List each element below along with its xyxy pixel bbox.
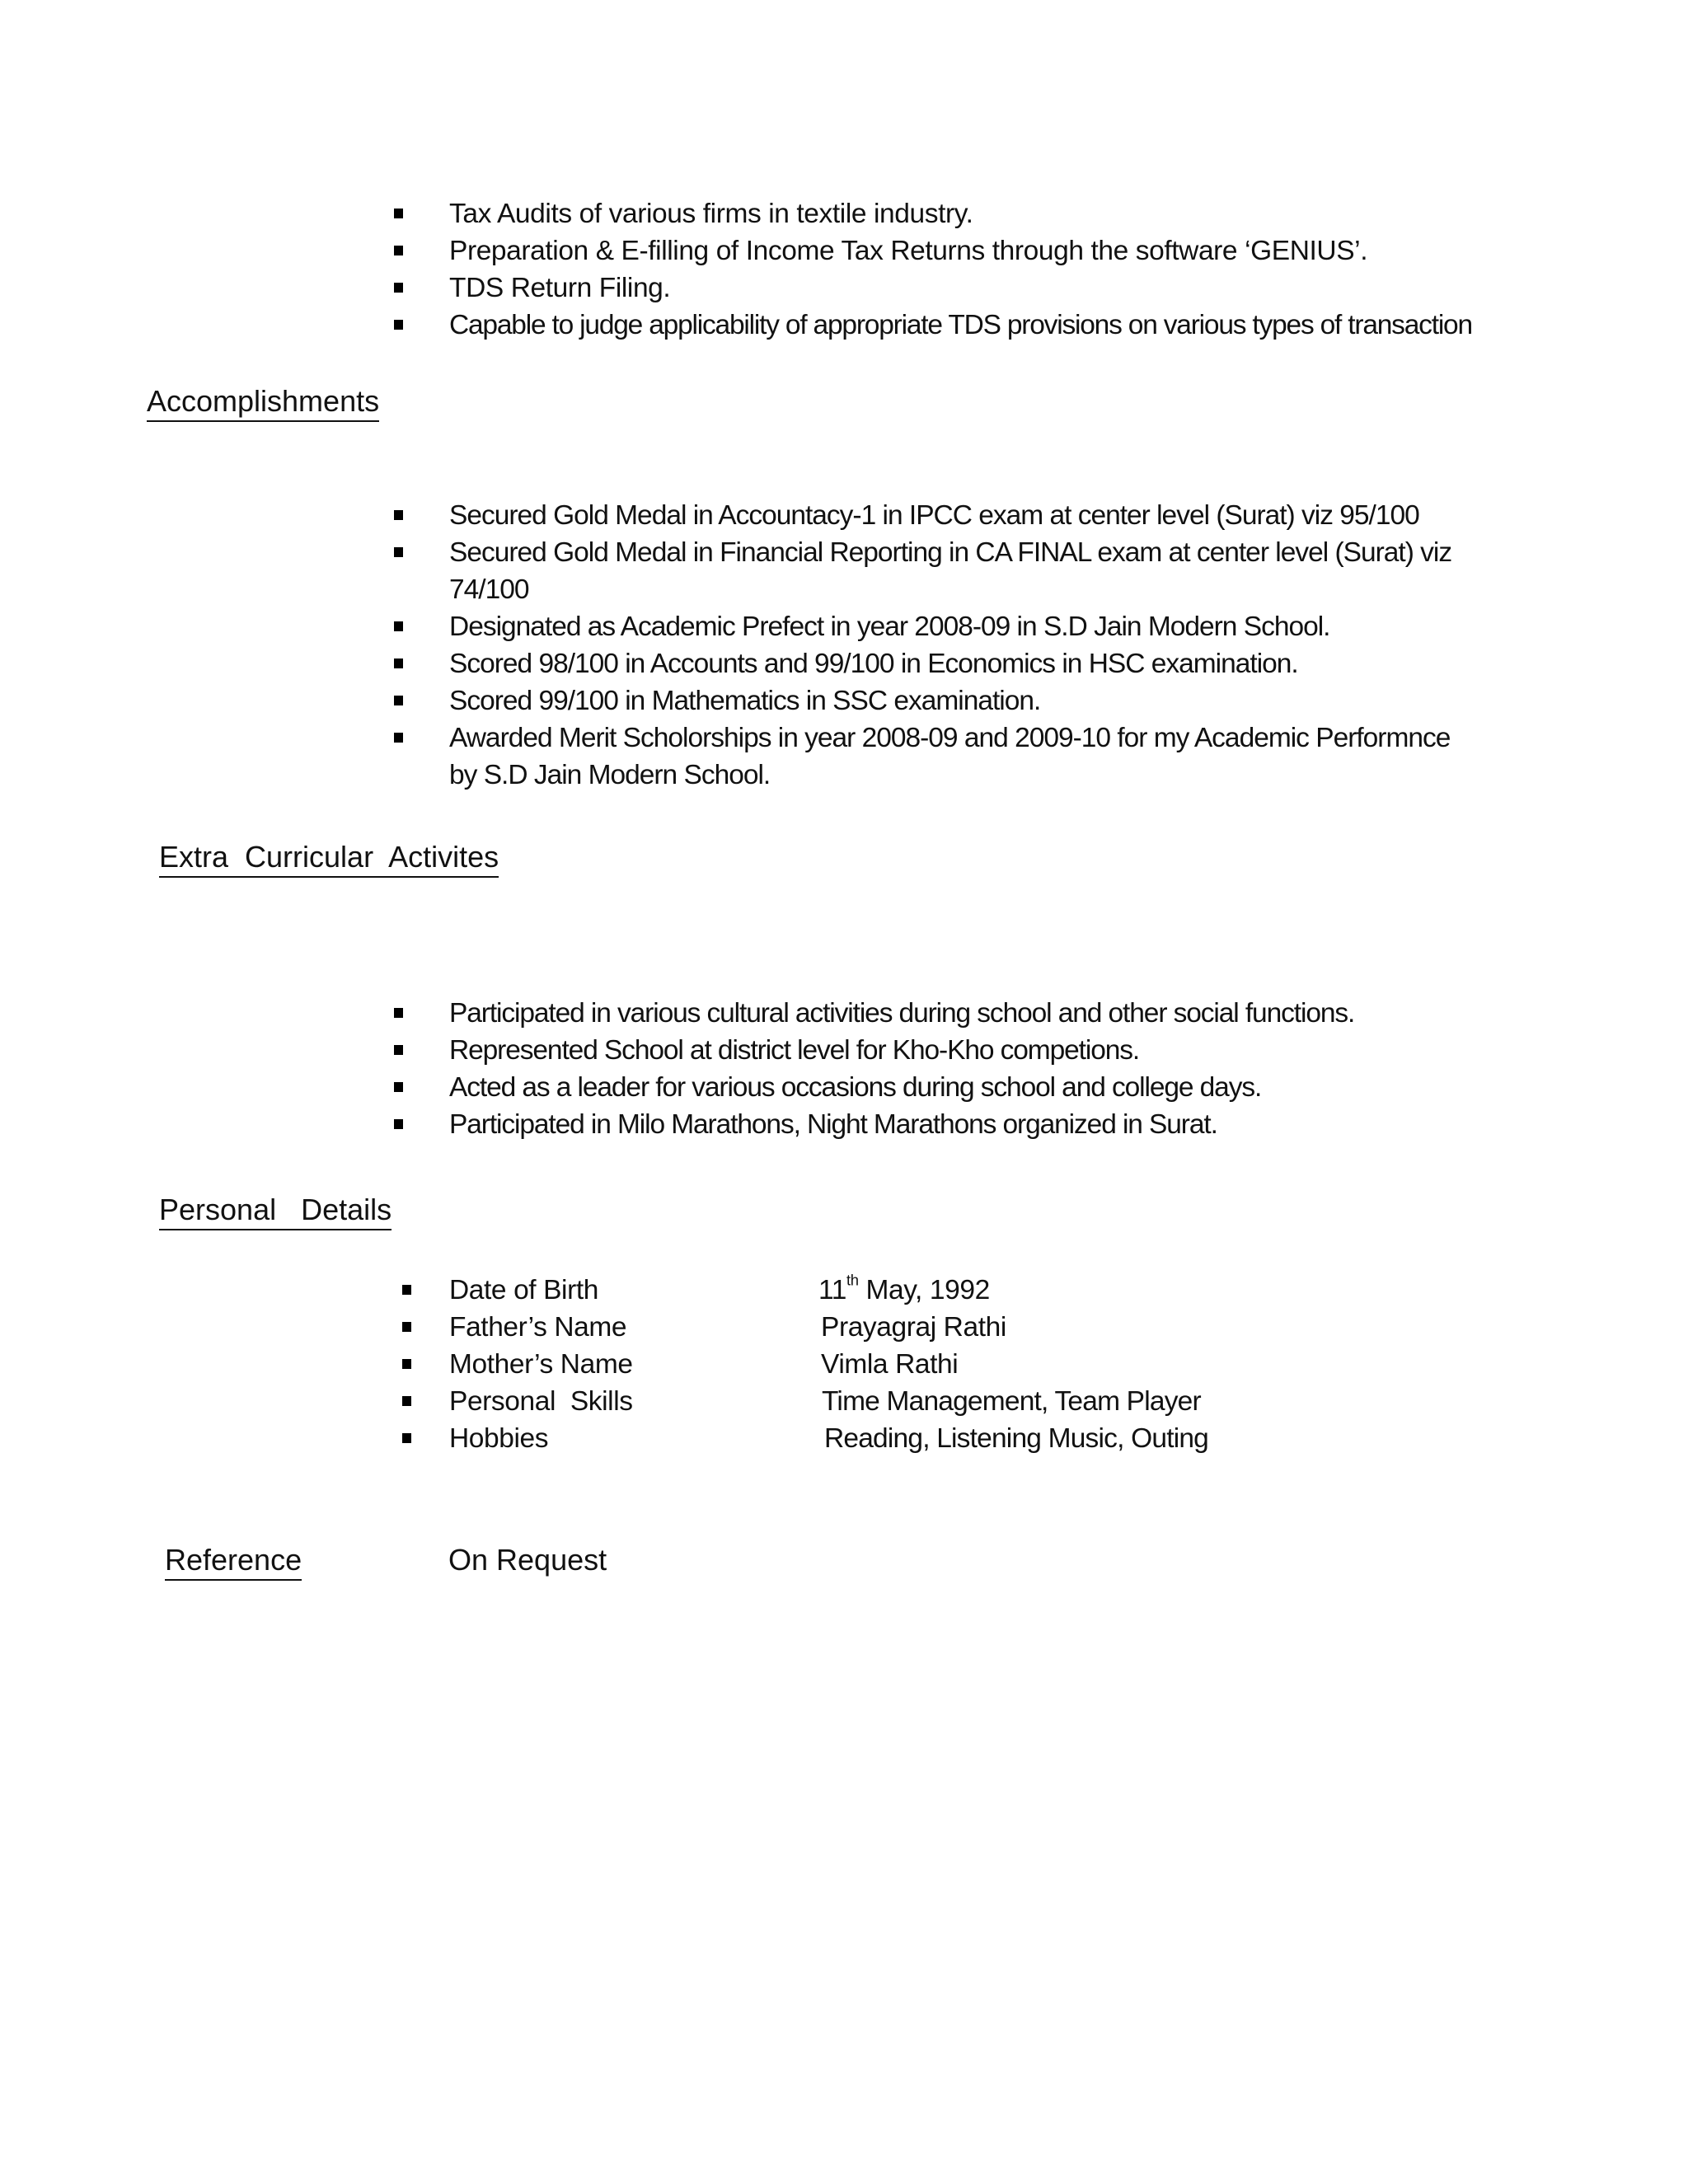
extra-curricular-list	[394, 995, 1548, 1143]
bullet-icon	[394, 1119, 403, 1129]
bullet-icon	[394, 246, 403, 255]
personal-details-list	[394, 1272, 1383, 1457]
reference-heading: Reference	[165, 1542, 302, 1581]
personal-details-heading: Personal Details	[159, 1192, 392, 1230]
bullet-icon	[394, 209, 403, 218]
list-item: Participated in various cultural activities during school and other social functions.	[394, 995, 1548, 1032]
list-item: Capable to judge applicability of appropriate TDS provisions on various types of transaction	[394, 307, 1614, 344]
list-item: Designated as Academic Prefect in year 2008-09 in S.D Jain Modern School.	[394, 608, 1465, 645]
bullet-icon	[394, 283, 403, 293]
list-item: TDS Return Filing.	[394, 269, 1614, 307]
bullet-icon	[394, 1082, 403, 1092]
list-item: Tax Audits of various firms in textile industry.	[394, 195, 1614, 232]
bullet-icon	[394, 1008, 403, 1018]
extra-curricular-heading: Extra Curricular Activites	[159, 839, 499, 878]
bullet-icon	[394, 658, 403, 668]
bullet-icon	[394, 1045, 403, 1055]
list-item: Acted as a leader for various occasions during school and college days.	[394, 1069, 1548, 1106]
personal-skills-label: Personal Skills	[449, 1386, 633, 1417]
bullet-icon	[402, 1359, 411, 1369]
date-of-birth-label: Date of Birth	[449, 1275, 598, 1305]
personal-skills-value: Time Management, Team Player	[822, 1386, 1201, 1417]
list-item: Represented School at district level for Kho-Kho competions.	[394, 1032, 1548, 1069]
bullet-icon	[402, 1396, 411, 1406]
list-item: Participated in Milo Marathons, Night Marathons organized in Surat.	[394, 1106, 1548, 1143]
list-item: Scored 98/100 in Accounts and 99/100 in Economics in HSC examination.	[394, 645, 1465, 682]
mothers-name-label: Mother’s Name	[449, 1349, 633, 1380]
bullet-icon	[394, 320, 403, 330]
hobbies-value: Reading, Listening Music, Outing	[824, 1423, 1209, 1454]
bullet-icon	[402, 1322, 411, 1332]
date-of-birth-value: 11th May, 1992	[818, 1271, 990, 1305]
accomplishments-list	[394, 497, 1465, 794]
fathers-name-label: Father’s Name	[449, 1312, 627, 1343]
bullet-icon	[394, 733, 403, 743]
accomplishments-heading: Accomplishments	[147, 383, 379, 422]
list-item: Secured Gold Medal in Financial Reporting in CA FINAL exam at center level (Surat) viz 74/100	[394, 534, 1465, 608]
list-item: Scored 99/100 in Mathematics in SSC examination.	[394, 682, 1465, 719]
bullet-icon	[394, 621, 403, 631]
hobbies-label: Hobbies	[449, 1423, 549, 1454]
list-item: Awarded Merit Scholorships in year 2008-09 and 2009-10 for my Academic Performnce by S.D Jain Modern School.	[394, 719, 1465, 794]
list-item	[394, 1272, 1383, 1309]
list-item: Secured Gold Medal in Accountacy-1 in IPCC exam at center level (Surat) viz 95/100	[394, 497, 1465, 534]
bullet-icon	[394, 510, 403, 520]
bullet-icon	[402, 1433, 411, 1443]
bullet-icon	[394, 547, 403, 557]
list-item: Preparation & E-filling of Income Tax Returns through the software ‘GENIUS’.	[394, 232, 1614, 269]
mothers-name-value: Vimla Rathi	[821, 1349, 959, 1380]
list-item	[394, 1420, 1383, 1457]
tax-experience-list	[394, 195, 1614, 344]
list-item	[394, 1383, 1383, 1420]
list-item	[394, 1309, 1383, 1346]
fathers-name-value: Prayagraj Rathi	[821, 1312, 1006, 1343]
list-item	[394, 1346, 1383, 1383]
reference-value: On Request	[448, 1543, 607, 1577]
bullet-icon	[394, 696, 403, 705]
bullet-icon	[402, 1285, 411, 1295]
